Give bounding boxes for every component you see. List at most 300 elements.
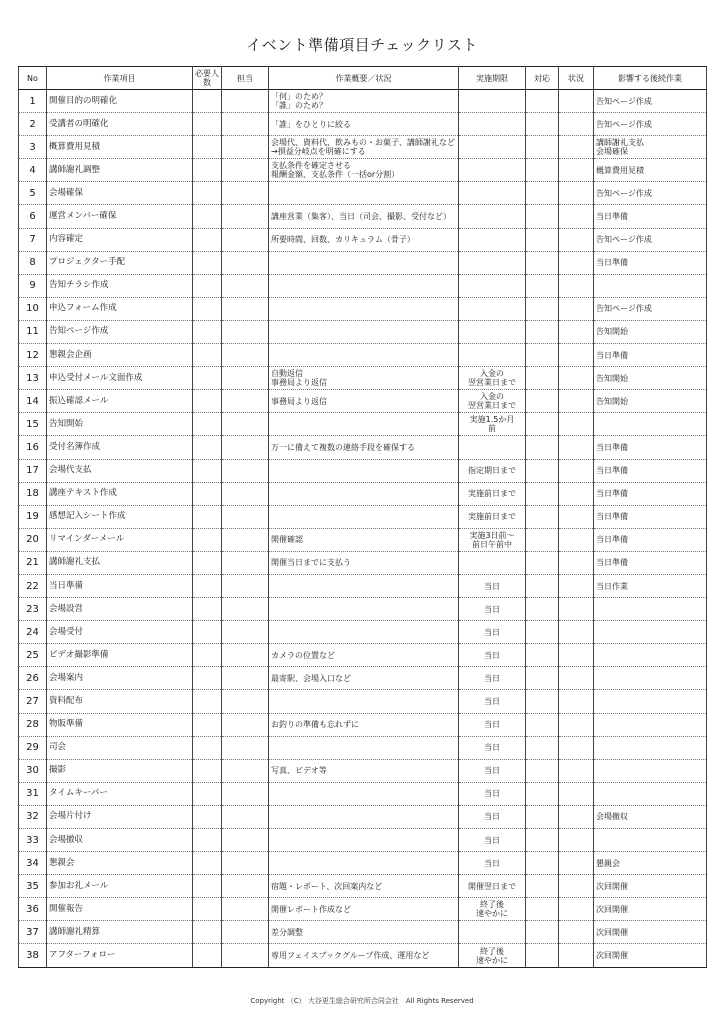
- row-response[interactable]: [526, 574, 559, 597]
- row-deadline: 実施前日まで: [459, 482, 526, 505]
- table-header-row: [19, 67, 707, 90]
- row-item: アフターフォロー: [47, 944, 193, 967]
- row-deadline: 当日: [459, 644, 526, 667]
- row-required-people[interactable]: [193, 390, 222, 413]
- header-status: 状況: [559, 67, 594, 90]
- table-row: [19, 205, 707, 228]
- row-item: 申込フォーム作成: [47, 297, 193, 320]
- row-response[interactable]: [526, 690, 559, 713]
- row-status[interactable]: [559, 413, 594, 436]
- row-required-people[interactable]: [193, 921, 222, 944]
- row-item: 資料配布: [47, 690, 193, 713]
- row-item: 撮影: [47, 759, 193, 782]
- row-required-people[interactable]: [193, 852, 222, 875]
- row-deadline: [459, 921, 526, 944]
- row-response[interactable]: [526, 436, 559, 459]
- row-summary: [269, 736, 459, 759]
- row-status[interactable]: [559, 805, 594, 828]
- row-response[interactable]: [526, 159, 559, 182]
- row-assignee[interactable]: [222, 320, 269, 343]
- row-assignee[interactable]: [222, 482, 269, 505]
- table-row: [19, 528, 707, 551]
- row-required-people[interactable]: [193, 113, 222, 136]
- row-assignee[interactable]: [222, 413, 269, 436]
- row-required-people[interactable]: [193, 182, 222, 205]
- row-required-people[interactable]: [193, 551, 222, 574]
- row-deadline: 当日: [459, 736, 526, 759]
- row-item: 講師謝礼支払: [47, 551, 193, 574]
- row-status[interactable]: [559, 598, 594, 621]
- row-required-people[interactable]: [193, 228, 222, 251]
- row-status[interactable]: [559, 390, 594, 413]
- row-no: 27: [19, 690, 47, 713]
- row-status[interactable]: [559, 574, 594, 597]
- row-no: 32: [19, 805, 47, 828]
- row-assignee[interactable]: [222, 829, 269, 852]
- row-impact: 告知開始: [594, 390, 707, 413]
- row-deadline: [459, 90, 526, 113]
- table-row: [19, 736, 707, 759]
- row-required-people[interactable]: [193, 367, 222, 390]
- row-no: 6: [19, 205, 47, 228]
- row-assignee[interactable]: [222, 274, 269, 297]
- row-response[interactable]: [526, 551, 559, 574]
- row-assignee[interactable]: [222, 205, 269, 228]
- row-assignee[interactable]: [222, 805, 269, 828]
- row-item: 概算費用見積: [47, 136, 193, 159]
- row-assignee[interactable]: [222, 759, 269, 782]
- row-no: 18: [19, 482, 47, 505]
- row-assignee[interactable]: [222, 921, 269, 944]
- row-required-people[interactable]: [193, 505, 222, 528]
- checklist-table: [18, 66, 707, 968]
- header-required-people: 必要人数: [193, 67, 222, 90]
- table-row: [19, 875, 707, 898]
- row-impact: 当日準備: [594, 551, 707, 574]
- row-response[interactable]: [526, 320, 559, 343]
- row-status[interactable]: [559, 344, 594, 367]
- row-assignee[interactable]: [222, 875, 269, 898]
- row-impact: 次回開催: [594, 944, 707, 967]
- row-item: 会場受付: [47, 621, 193, 644]
- row-deadline: 実施1.5か月 前: [459, 413, 526, 436]
- row-impact: 当日準備: [594, 436, 707, 459]
- row-response[interactable]: [526, 413, 559, 436]
- row-response[interactable]: [526, 367, 559, 390]
- table-row: [19, 136, 707, 159]
- row-assignee[interactable]: [222, 344, 269, 367]
- row-required-people[interactable]: [193, 598, 222, 621]
- row-impact: 告知開始: [594, 367, 707, 390]
- row-assignee[interactable]: [222, 690, 269, 713]
- page-title: イベント準備項目チェックリスト: [246, 36, 478, 54]
- row-status[interactable]: [559, 251, 594, 274]
- row-item: 内容確定: [47, 228, 193, 251]
- header-impact: 影響する後続作業: [594, 67, 707, 90]
- row-status[interactable]: [559, 505, 594, 528]
- row-deadline: 実施前日まで: [459, 505, 526, 528]
- row-response[interactable]: [526, 528, 559, 551]
- row-impact: 当日作業: [594, 574, 707, 597]
- row-response[interactable]: [526, 113, 559, 136]
- row-status[interactable]: [559, 528, 594, 551]
- row-deadline: [459, 551, 526, 574]
- row-deadline: 当日: [459, 829, 526, 852]
- row-summary: 最寄駅、会場入口など: [269, 667, 459, 690]
- table-row: [19, 805, 707, 828]
- row-deadline: [459, 113, 526, 136]
- row-summary: [269, 297, 459, 320]
- header-deadline: 実施期限: [459, 67, 526, 90]
- row-impact: 当日準備: [594, 482, 707, 505]
- row-no: 1: [19, 90, 47, 113]
- row-impact: [594, 644, 707, 667]
- row-required-people[interactable]: [193, 482, 222, 505]
- row-assignee[interactable]: [222, 505, 269, 528]
- row-item: 会場代支払: [47, 459, 193, 482]
- row-status[interactable]: [559, 459, 594, 482]
- row-status[interactable]: [559, 875, 594, 898]
- row-response[interactable]: [526, 205, 559, 228]
- row-item: 懇親会企画: [47, 344, 193, 367]
- row-impact: 告知ページ作成: [594, 297, 707, 320]
- row-response[interactable]: [526, 598, 559, 621]
- row-required-people[interactable]: [193, 159, 222, 182]
- table-row: [19, 551, 707, 574]
- row-item: 会場片付け: [47, 805, 193, 828]
- row-item: プロジェクター手配: [47, 251, 193, 274]
- row-status[interactable]: [559, 182, 594, 205]
- row-deadline: 当日: [459, 713, 526, 736]
- row-required-people[interactable]: [193, 898, 222, 921]
- row-required-people[interactable]: [193, 251, 222, 274]
- row-assignee[interactable]: [222, 713, 269, 736]
- row-no: 38: [19, 944, 47, 967]
- table-row: [19, 482, 707, 505]
- row-required-people[interactable]: [193, 90, 222, 113]
- row-status[interactable]: [559, 205, 594, 228]
- row-required-people[interactable]: [193, 829, 222, 852]
- row-required-people[interactable]: [193, 436, 222, 459]
- row-impact: 概算費用見積: [594, 159, 707, 182]
- table-row: [19, 574, 707, 597]
- row-summary: カメラの位置など: [269, 644, 459, 667]
- row-assignee[interactable]: [222, 598, 269, 621]
- row-item: 開催報告: [47, 898, 193, 921]
- row-deadline: 入金の 翌営業日まで: [459, 367, 526, 390]
- row-required-people[interactable]: [193, 413, 222, 436]
- row-response[interactable]: [526, 459, 559, 482]
- row-no: 11: [19, 320, 47, 343]
- row-status[interactable]: [559, 782, 594, 805]
- row-assignee[interactable]: [222, 297, 269, 320]
- row-response[interactable]: [526, 713, 559, 736]
- row-status[interactable]: [559, 90, 594, 113]
- row-summary: 会場代、資料代、飲みもの・お菓子、講師謝礼など→損益分岐点を明確にする: [269, 136, 459, 159]
- row-deadline: 当日: [459, 690, 526, 713]
- table-row: [19, 852, 707, 875]
- row-summary: [269, 320, 459, 343]
- row-summary: [269, 598, 459, 621]
- row-required-people[interactable]: [193, 320, 222, 343]
- row-item: 運営メンバー確保: [47, 205, 193, 228]
- row-required-people[interactable]: [193, 136, 222, 159]
- header-summary: 作業概要／状況: [269, 67, 459, 90]
- row-item: 開催目的の明確化: [47, 90, 193, 113]
- row-response[interactable]: [526, 736, 559, 759]
- table-row: [19, 644, 707, 667]
- row-impact: [594, 759, 707, 782]
- row-item: 会場案内: [47, 667, 193, 690]
- row-required-people[interactable]: [193, 759, 222, 782]
- row-required-people[interactable]: [193, 274, 222, 297]
- table-row: [19, 390, 707, 413]
- row-status[interactable]: [559, 759, 594, 782]
- row-no: 35: [19, 875, 47, 898]
- row-item: 受付名簿作成: [47, 436, 193, 459]
- row-required-people[interactable]: [193, 644, 222, 667]
- row-status[interactable]: [559, 736, 594, 759]
- row-status[interactable]: [559, 921, 594, 944]
- row-summary: [269, 805, 459, 828]
- row-status[interactable]: [559, 829, 594, 852]
- row-assignee[interactable]: [222, 228, 269, 251]
- row-assignee[interactable]: [222, 159, 269, 182]
- row-response[interactable]: [526, 782, 559, 805]
- row-summary: 差分調整: [269, 921, 459, 944]
- row-status[interactable]: [559, 852, 594, 875]
- row-required-people[interactable]: [193, 875, 222, 898]
- row-assignee[interactable]: [222, 621, 269, 644]
- row-status[interactable]: [559, 644, 594, 667]
- row-no: 29: [19, 736, 47, 759]
- row-response[interactable]: [526, 297, 559, 320]
- row-status[interactable]: [559, 667, 594, 690]
- row-summary: お釣りの準備も忘れずに: [269, 713, 459, 736]
- row-status[interactable]: [559, 436, 594, 459]
- row-status[interactable]: [559, 690, 594, 713]
- row-status[interactable]: [559, 159, 594, 182]
- row-status[interactable]: [559, 136, 594, 159]
- row-no: 17: [19, 459, 47, 482]
- row-response[interactable]: [526, 921, 559, 944]
- row-response[interactable]: [526, 182, 559, 205]
- row-response[interactable]: [526, 390, 559, 413]
- row-impact: 当日準備: [594, 528, 707, 551]
- row-response[interactable]: [526, 136, 559, 159]
- row-impact: 次回開催: [594, 921, 707, 944]
- row-assignee[interactable]: [222, 90, 269, 113]
- row-deadline: [459, 136, 526, 159]
- row-item: 告知開始: [47, 413, 193, 436]
- row-assignee[interactable]: [222, 736, 269, 759]
- copyright-text: Copyright （C） 大谷更生総合研究所合同会社 All Rights Reserved: [250, 997, 474, 1005]
- row-status[interactable]: [559, 898, 594, 921]
- row-response[interactable]: [526, 759, 559, 782]
- row-no: 34: [19, 852, 47, 875]
- row-response[interactable]: [526, 898, 559, 921]
- row-status[interactable]: [559, 944, 594, 967]
- row-status[interactable]: [559, 482, 594, 505]
- row-deadline: 指定期日まで: [459, 459, 526, 482]
- row-required-people[interactable]: [193, 736, 222, 759]
- row-impact: [594, 621, 707, 644]
- row-item: ビデオ撮影準備: [47, 644, 193, 667]
- row-required-people[interactable]: [193, 528, 222, 551]
- row-status[interactable]: [559, 621, 594, 644]
- table-row: [19, 413, 707, 436]
- row-no: 8: [19, 251, 47, 274]
- row-response[interactable]: [526, 852, 559, 875]
- row-response[interactable]: [526, 667, 559, 690]
- row-impact: 当日準備: [594, 344, 707, 367]
- row-response[interactable]: [526, 875, 559, 898]
- row-status[interactable]: [559, 228, 594, 251]
- row-required-people[interactable]: [193, 805, 222, 828]
- row-required-people[interactable]: [193, 574, 222, 597]
- row-response[interactable]: [526, 251, 559, 274]
- table-row: [19, 921, 707, 944]
- row-deadline: [459, 251, 526, 274]
- table-row: [19, 344, 707, 367]
- row-assignee[interactable]: [222, 528, 269, 551]
- row-summary: [269, 413, 459, 436]
- row-impact: [594, 782, 707, 805]
- row-item: 申込受付メール文面作成: [47, 367, 193, 390]
- row-no: 21: [19, 551, 47, 574]
- row-required-people[interactable]: [193, 621, 222, 644]
- row-no: 33: [19, 829, 47, 852]
- row-impact: 懇親会: [594, 852, 707, 875]
- row-deadline: [459, 297, 526, 320]
- row-impact: 告知開始: [594, 320, 707, 343]
- row-assignee[interactable]: [222, 667, 269, 690]
- row-required-people[interactable]: [193, 667, 222, 690]
- row-deadline: 当日: [459, 621, 526, 644]
- row-deadline: [459, 228, 526, 251]
- row-response[interactable]: [526, 805, 559, 828]
- row-item: タイムキーパー: [47, 782, 193, 805]
- row-item: 告知ページ作成: [47, 320, 193, 343]
- row-no: 37: [19, 921, 47, 944]
- row-required-people[interactable]: [193, 690, 222, 713]
- row-response[interactable]: [526, 228, 559, 251]
- row-response[interactable]: [526, 829, 559, 852]
- row-response[interactable]: [526, 944, 559, 967]
- row-response[interactable]: [526, 505, 559, 528]
- row-assignee[interactable]: [222, 390, 269, 413]
- row-deadline: 入金の 翌営業日まで: [459, 390, 526, 413]
- row-summary: [269, 251, 459, 274]
- row-no: 10: [19, 297, 47, 320]
- row-summary: [269, 459, 459, 482]
- row-required-people[interactable]: [193, 944, 222, 967]
- row-impact: 当日準備: [594, 251, 707, 274]
- row-assignee[interactable]: [222, 367, 269, 390]
- row-no: 23: [19, 598, 47, 621]
- row-assignee[interactable]: [222, 944, 269, 967]
- row-impact: 当日準備: [594, 505, 707, 528]
- row-response[interactable]: [526, 90, 559, 113]
- row-required-people[interactable]: [193, 344, 222, 367]
- row-status[interactable]: [559, 320, 594, 343]
- row-deadline: 当日: [459, 852, 526, 875]
- row-required-people[interactable]: [193, 205, 222, 228]
- row-no: 4: [19, 159, 47, 182]
- table-row: [19, 90, 707, 113]
- row-summary: [269, 829, 459, 852]
- header-item: 作業項目: [47, 67, 193, 90]
- row-status[interactable]: [559, 367, 594, 390]
- row-item: 講師謝礼精算: [47, 921, 193, 944]
- row-assignee[interactable]: [222, 113, 269, 136]
- row-no: 20: [19, 528, 47, 551]
- row-summary: 事務局より返信: [269, 390, 459, 413]
- row-response[interactable]: [526, 482, 559, 505]
- table-row: [19, 713, 707, 736]
- header-no: No: [19, 67, 47, 90]
- row-response[interactable]: [526, 621, 559, 644]
- row-status[interactable]: [559, 274, 594, 297]
- row-no: 31: [19, 782, 47, 805]
- row-assignee[interactable]: [222, 251, 269, 274]
- row-assignee[interactable]: [222, 644, 269, 667]
- row-response[interactable]: [526, 344, 559, 367]
- row-assignee[interactable]: [222, 136, 269, 159]
- row-status[interactable]: [559, 297, 594, 320]
- row-response[interactable]: [526, 274, 559, 297]
- row-assignee[interactable]: [222, 436, 269, 459]
- row-required-people[interactable]: [193, 459, 222, 482]
- table-row: [19, 944, 707, 967]
- row-assignee[interactable]: [222, 551, 269, 574]
- row-deadline: 当日: [459, 759, 526, 782]
- row-impact: 告知ページ作成: [594, 90, 707, 113]
- row-no: 26: [19, 667, 47, 690]
- row-assignee[interactable]: [222, 574, 269, 597]
- row-summary: [269, 505, 459, 528]
- row-summary: 所要時間、回数、カリキュラム（骨子）: [269, 228, 459, 251]
- row-assignee[interactable]: [222, 898, 269, 921]
- table-row: [19, 182, 707, 205]
- row-required-people[interactable]: [193, 713, 222, 736]
- row-deadline: [459, 159, 526, 182]
- table-row: [19, 598, 707, 621]
- row-assignee[interactable]: [222, 459, 269, 482]
- row-response[interactable]: [526, 644, 559, 667]
- row-status[interactable]: [559, 113, 594, 136]
- row-summary: 「誰」をひとりに絞る: [269, 113, 459, 136]
- row-assignee[interactable]: [222, 852, 269, 875]
- row-required-people[interactable]: [193, 297, 222, 320]
- row-item: 司会: [47, 736, 193, 759]
- row-assignee[interactable]: [222, 782, 269, 805]
- row-summary: [269, 852, 459, 875]
- row-summary: [269, 344, 459, 367]
- row-deadline: 終了後 速やかに: [459, 944, 526, 967]
- row-status[interactable]: [559, 551, 594, 574]
- row-impact: 会場撤収: [594, 805, 707, 828]
- row-item: 告知チラシ作成: [47, 274, 193, 297]
- table-row: [19, 159, 707, 182]
- row-impact: [594, 736, 707, 759]
- row-status[interactable]: [559, 713, 594, 736]
- row-summary: [269, 690, 459, 713]
- row-impact: 告知ページ作成: [594, 182, 707, 205]
- row-assignee[interactable]: [222, 182, 269, 205]
- table-row: [19, 621, 707, 644]
- row-required-people[interactable]: [193, 782, 222, 805]
